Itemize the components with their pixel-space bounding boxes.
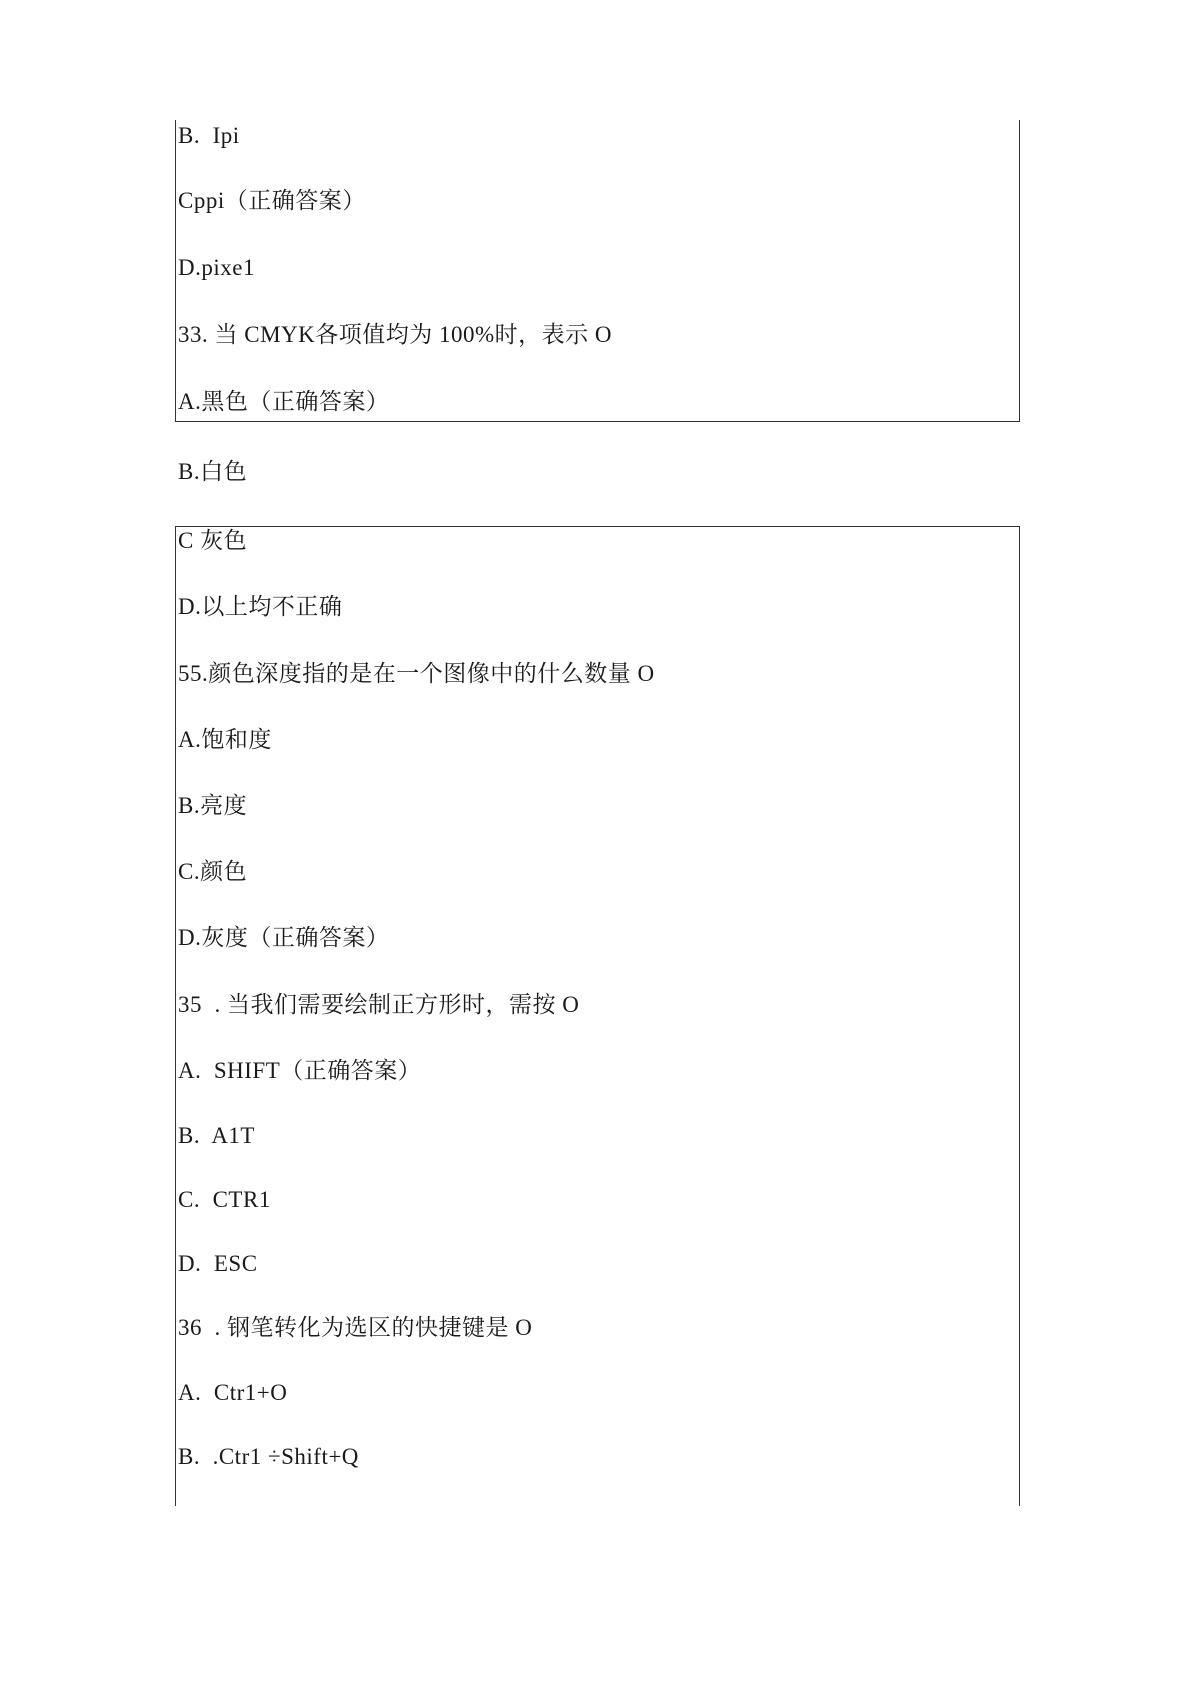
option-line: A. Ctr1+O	[178, 1380, 288, 1405]
option-line: B. .Ctr1 ÷Shift+Q	[178, 1444, 359, 1469]
table-frame-top	[175, 120, 1020, 422]
option-line: D.以上均不正确	[178, 594, 343, 619]
option-line: B.白色	[178, 459, 248, 484]
option-line: B.亮度	[178, 793, 248, 818]
option-line: B. Ipi	[178, 123, 240, 148]
question-line: 55.颜色深度指的是在一个图像中的什么数量 O	[178, 661, 655, 686]
question-line: 36 . 钢笔转化为选区的快捷键是 O	[178, 1315, 533, 1340]
option-line: D. ESC	[178, 1251, 258, 1276]
question-line: 33. 当 CMYK各项值均为 100%时，表示 O	[178, 322, 613, 347]
option-line: Cppi（正确答案）	[178, 188, 366, 213]
option-line: D.pixe1	[178, 255, 255, 280]
option-line: D.灰度（正确答案）	[178, 925, 390, 950]
option-line: A.黑色（正确答案）	[178, 389, 390, 414]
option-line: A. SHIFT（正确答案）	[178, 1058, 422, 1083]
question-line: 35 . 当我们需要绘制正方形时，需按 O	[178, 992, 580, 1017]
option-line: A.饱和度	[178, 727, 272, 752]
option-line: B. A1T	[178, 1123, 255, 1148]
option-line: C. CTR1	[178, 1187, 271, 1212]
option-line: C 灰色	[178, 528, 248, 553]
option-line: C.颜色	[178, 859, 248, 884]
